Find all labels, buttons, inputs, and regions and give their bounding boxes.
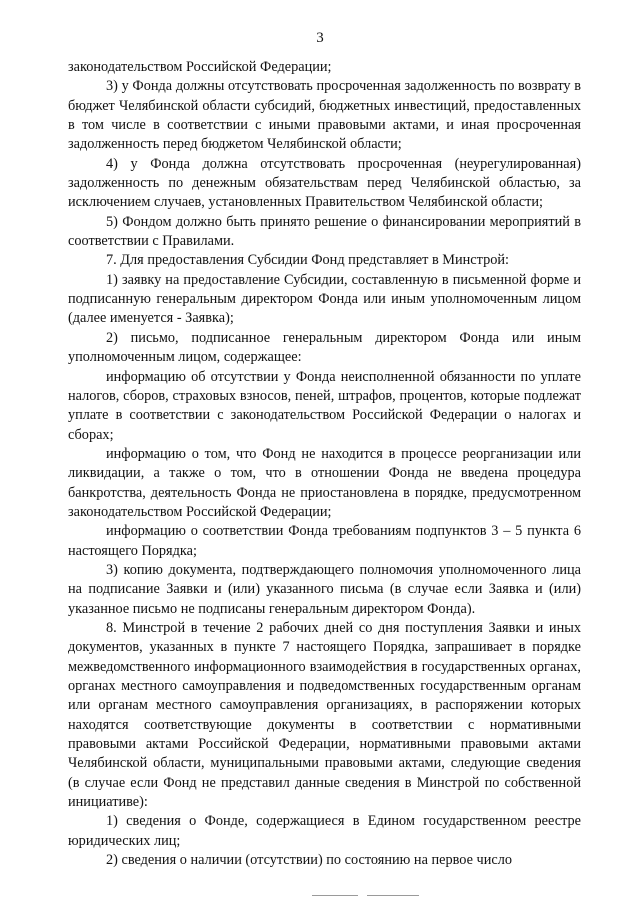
paragraph-reorganization-information: информацию о том, что Фонд не находится в процессе реорганизации или ликвидации, а также о том, что в отношении Фонда не введена процедура банкротства, деятельность Фонда не приостановлена в порядке, предусмотренном законодательством Российской Федерации; [68,445,581,520]
paragraph-compliance-information: информацию о соответствии Фонда требованиям подпунктов 3 – 5 пункта 6 настоящего Порядка; [68,523,581,559]
scan-mark-left [312,895,358,896]
paragraph-clause-7-item-2: 2) письмо, подписанное генеральным директором Фонда или иным уполномоченным лицом, содержащее: [68,329,581,366]
paragraph-clause-8-item-2: 2) сведения о наличии (отсутствии) по состоянию на первое число [106,852,512,869]
paragraph-continuation: законодательством Российской Федерации; [68,59,332,75]
scan-edge-marks [0,893,640,899]
paragraph-clause-8-item-1: 1) сведения о Фонде, содержащиеся в Едином государственном реестре юридических лиц; [68,813,581,849]
paragraph-clause-7: 7. Для предоставления Субсидии Фонд представляет в Минстрой: [106,252,509,269]
paragraph-condition-4: 4) у Фонда должна отсутствовать просроченная (неурегулированная) задолженность по денежным обязательствам перед Челябинской областью, за исключением случаев, установленных Правительством Челябинской области; [68,155,581,211]
page-number: 3 [316,30,324,46]
paragraph-condition-5: 5) Фондом должно быть принято решение о финансировании мероприятий в соответствии с Правилами. [68,213,581,250]
scan-mark-right [367,895,419,896]
document-body [68,58,581,870]
paragraph-clause-8: 8. Минстрой в течение 2 рабочих дней со дня поступления Заявки и иных документов, указанных в пункте 7 настоящего Порядка, запрашивает в порядке межведомственного информационного взаимодействия в государственных органах, органах местного самоуправления и подведомственных государственным органам или органам местного самоуправления организациях, в распоряжении которых находятся соответствующие документы в соответствии с нормативными правовыми актами Российской Федерации, нормативными правовыми актами Челябинской области, муниципальными правовыми актами, следующие сведения (в случае если Фонд не представил данные сведения в Минстрой по собственной инициативе): [68,619,581,811]
paragraph-clause-7-item-3: 3) копию документа, подтверждающего полномочия уполномоченного лица на подписание Заявки и (или) указанного письма (в случае если Заявка и (или) указанное письмо не подписаны генеральным директором Фонда). [68,561,581,617]
paragraph-clause-7-item-1: 1) заявку на предоставление Субсидии, составленную в письменной форме и подписанную генеральным директором Фонда или иным уполномоченным лицом (далее именуется - Заявка); [68,271,581,327]
paragraph-condition-3: 3) у Фонда должны отсутствовать просроченная задолженность по возврату в бюджет Челябинской области субсидий, бюджетных инвестиций, предоставленных в том числе в соответствии с иными правовыми актами, и иная просроченная задолженность перед бюджетом Челябинской области; [68,78,581,153]
paragraph-tax-information: информацию об отсутствии у Фонда неисполненной обязанности по уплате налогов, сборов, страховых взносов, пеней, штрафов, процентов, которые подлежат уплате в соответствии с законодательством Российской Федерации о налогах и сборах; [68,368,581,443]
